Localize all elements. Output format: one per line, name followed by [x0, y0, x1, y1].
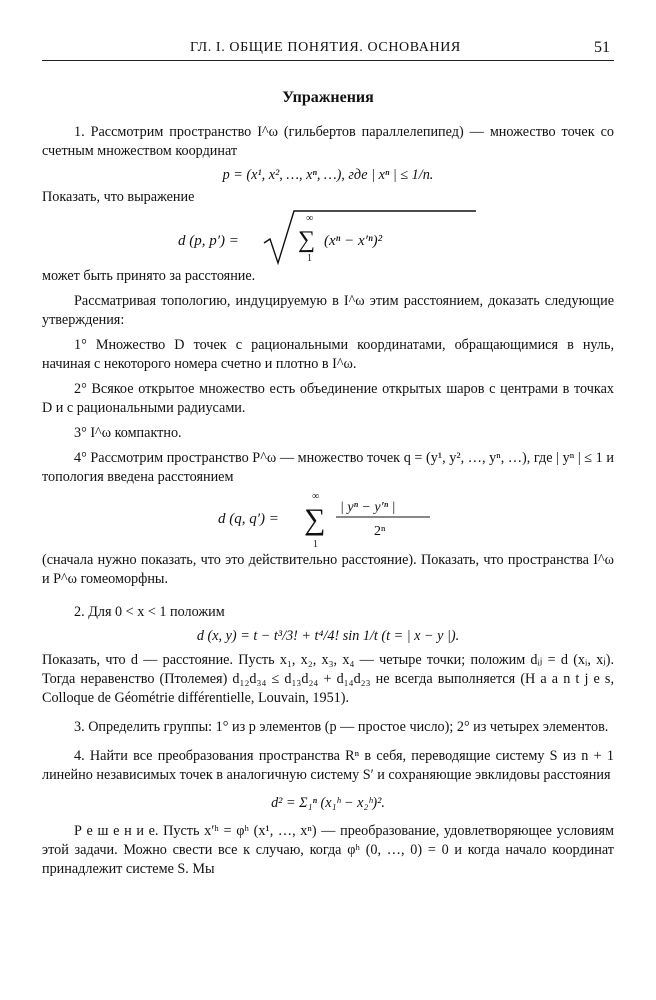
- svg-text:∑: ∑: [298, 227, 316, 253]
- running-head: ГЛ. I. ОБЩИЕ ПОНЯТИЯ. ОСНОВАНИЯ: [190, 40, 461, 55]
- svg-text:∑: ∑: [304, 503, 326, 536]
- formula-dq-svg: [218, 487, 438, 551]
- ex1-topology: Рассматривая топологию, индуцируемую в I^ω этим расстоянием, доказать следующие утверждения:: [42, 293, 614, 328]
- ex4-solution: Р е ш е н и е. Пусть x′ʰ = φʰ (x¹, …, xⁿ) — преобразование, удовлетворяющее условиям этой задачи. Можно свести все к случаю, когда φʰ (0, …, 0) = 0 и когда начало координат принадлежит системе S. Мы: [42, 823, 614, 877]
- ex1-item2: 2° Всякое открытое множество есть объединение открытых шаров с центрами в точках D и с рациональными радиусами.: [42, 381, 614, 416]
- ex3-text: 3. Определить группы: 1° из p элементов (p — простое число); 2° из четырех элементов.: [74, 719, 609, 735]
- page-number: 51: [594, 39, 610, 56]
- ex1-item3: 3° I^ω компактно.: [74, 425, 182, 441]
- svg-text:| yⁿ − y′ⁿ |: | yⁿ − y′ⁿ |: [340, 500, 396, 515]
- book-page: [42, 38, 614, 879]
- ex2-text: Показать, что d — расстояние. Пусть x₁, x₂, x₃, x₄ — четыре точки; положим dᵢⱼ = d (xᵢ, xⱼ). Тогда неравенство (Птолемея) d₁₂d₃₄ ≤ d₁₃d₂₄ + d₁₄d₂₃ не всегда выполняется (H a a n t j e s, Colloque de Géométrie différentielle, Louvain, 1951).: [42, 652, 614, 706]
- svg-text:∞: ∞: [306, 213, 314, 224]
- ex1-item1: 1° Множество D точек с рациональными координатами, обращающимися в нуль, начиная с некоторого номера счетно и плотно в I^ω.: [42, 337, 614, 372]
- page-header: [42, 38, 614, 61]
- ex1-maybe: может быть принято за расстояние.: [42, 268, 256, 284]
- ex4-formula: d² = Σ₁ⁿ (x₁ʰ − x₂ʰ)².: [271, 795, 385, 811]
- formula-d-svg: [178, 207, 478, 267]
- svg-text:d (p, p′) =: d (p, p′) =: [178, 233, 239, 249]
- svg-text:2ⁿ: 2ⁿ: [374, 524, 386, 539]
- ex4-text: 4. Найти все преобразования пространства Rⁿ в себя, переводящие систему S из n + 1 линейно независимых точек в аналогичную систему S′ и сохраняющие эвклидовы расстояния: [42, 748, 614, 783]
- ex1-item4: 4° Рассмотрим пространство P^ω — множество точек q = (y¹, y², …, yⁿ, …), где | yⁿ | ≤ 1 и топология введена расстоянием: [42, 450, 614, 485]
- ex1-show: Показать, что выражение: [42, 189, 195, 205]
- ex1-conclusion: (сначала нужно показать, что это действительно расстояние). Показать, что пространства I^ω и P^ω гомеоморфны.: [42, 552, 614, 587]
- formula-p: p = (x¹, x², …, xⁿ, …), где | xⁿ | ≤ 1/n.: [222, 167, 434, 183]
- ex2-formula: d (x, y) = t − t³/3! + t⁴/4! sin 1/t (t = | x − y |).: [196, 628, 460, 644]
- svg-text:1: 1: [313, 539, 318, 550]
- svg-text:d (q, q′) =: d (q, q′) =: [218, 511, 279, 527]
- section-title: Упражнения: [282, 89, 374, 106]
- svg-text:(xⁿ − x′ⁿ)²: (xⁿ − x′ⁿ)²: [324, 233, 383, 249]
- svg-text:1: 1: [307, 253, 312, 264]
- ex2-intro: 2. Для 0 < x < 1 положим: [74, 604, 225, 620]
- ex1-intro: 1. Рассмотрим пространство I^ω (гильбертов параллелепипед) — множество точек со счетным множеством координат: [42, 124, 614, 159]
- svg-text:∞: ∞: [312, 491, 320, 502]
